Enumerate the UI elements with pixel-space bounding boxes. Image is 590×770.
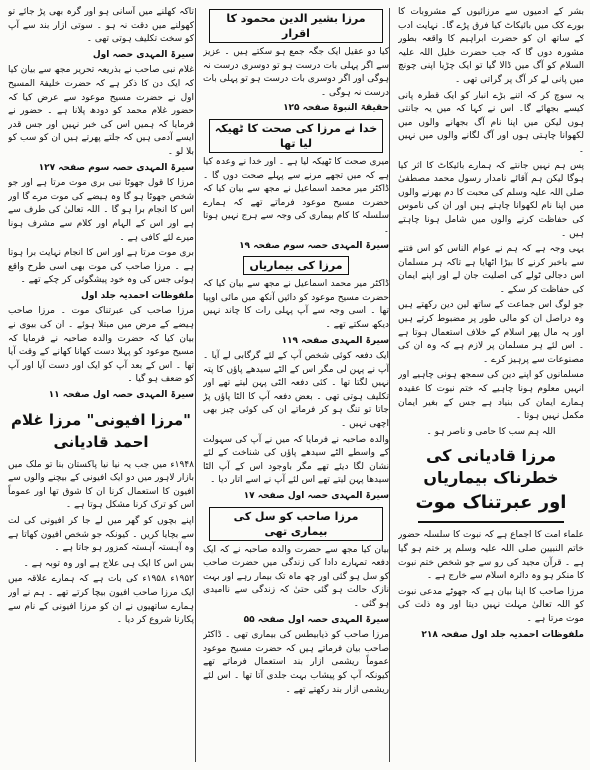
paragraph: مسلمانوں کو اپنے دین کی سمجھ ہونی چاہیے اور انہیں معلوم ہونا چاہیے کہ ختم نبوت کا عقیدہ ہمارے ایمان کی بنیاد ہے جس کے بغیر ایمان مکمل نہیں ہوتا ۔ (398, 370, 584, 422)
source-citation: سیرۃ المہدی حصہ اول صفحہ ۵۵ (243, 614, 389, 625)
headline: "مرزا افیونی" مرزا غلام احمد قادیانی (10, 410, 191, 451)
headline-sub: اور عبرتناک موت (415, 492, 567, 514)
source-citation: سیرۃ المہدی حصہ اول صفحہ ۱۱ (48, 390, 194, 401)
column-middle (203, 6, 389, 764)
source-citation: سیرۃ المہدی حصہ سوم صفحہ ۱۲۷ (38, 162, 194, 173)
paragraph: پس ہم نہیں جانتے کہ ہمارے بائیکاٹ کا اثر کیا ہوگا لیکن ہم آقائے نامدار رسول محمد مصطفیٰ صلی اللہ علیہ وسلم کی محبت کا دم بھرنے والوں میں اپنا نام لکھوانا چاہتے ہیں اور ان کی ناموس کی حفاظت کرنے والوں میں شامل ہونا چاہتے ہیں ۔ (398, 160, 584, 239)
column-divider (195, 8, 196, 762)
paragraph: مرزا صاحب کا اپنا بیان ہے کہ جھوٹے مدعی نبوت کو اللہ تعالیٰ مہلت نہیں دیتا اور وہ ذلت کی موت مرتا ہے ۔ (398, 586, 584, 624)
column-left (8, 6, 194, 764)
section-heading: مرزا کی بیماریاں (243, 256, 349, 275)
paragraph: بری موت مرتا ہے اور اس کا انجام نہایت برا ہوتا ہے ۔ مرزا صاحب کی موت بھی اسی طرح واقع ہوئی جس کی وہ خود پیشگوئی کر چکے تھے ۔ (8, 248, 194, 286)
paragraph: ایک دفعہ کوئی شخص آپ کے لئے گرگابی لے آیا ۔ آپ نے پہن لی مگر اس کے الٹے سیدھے پاؤں کا پتہ نہیں لگتا تھا ۔ کئی دفعہ الٹی پہن لیتے تھے اور تکلیف ہوتی تھی ۔ بعض دفعہ آپ کا الٹا پاؤں پڑ جاتا تو تنگ ہو کر فرماتے ان کی کوئی چیز بھی اچھی نہیں ۔ (203, 351, 389, 430)
paragraph: مرزا صاحب کو ذیابیطس کی بیماری تھی ۔ ڈاکٹر صاحب بیان فرماتے ہیں کہ حضرت مسیح موعود عموماً ریشمی ازار بند استعمال فرماتے تھے کیونکہ آپ کو پیشاب بہت جلدی آتا تھا ۔ اس لئے ریشمی ازار بند رکھتے تھے ۔ (203, 630, 389, 695)
paragraph: اللہ ہم سب کا حامی و ناصر ہو ۔ (426, 426, 556, 437)
source-citation: سیرۃ المہدی صفحہ ۱۱۹ (281, 335, 389, 346)
headline: مرزا قادیانی کی خطرناک بیماریاں (423, 446, 559, 488)
paragraph: ۱۹۵۲ء ۱۹۵۸ء کی بات ہے کہ ہمارے علاقہ میں ایک مرزا صاحب افیون بیچا کرتے تھے ۔ ہم نے اور ہمارے ساتھیوں نے ان کو مرزا افیونی کے نام سے پکارنا شروع کر دیا ۔ (8, 574, 194, 626)
paragraph: والدہ صاحبہ نے فرمایا کہ میں نے آپ کی سہولت کے واسطے الٹے سیدھے پاؤں کی شناخت کے لئے نشان لگا دیئے تھے مگر باوجود اس کے آپ الٹا سیدھا پہن لیتے تھے اس لئے آپ نے اسے اتار دیا ۔ (203, 434, 389, 486)
paragraph: میری صحت کا ٹھیکہ لیا ہے ۔ اور خدا نے وعدہ کیا ہے کہ میں تجھے مرنے سے پہلے صحت دوں گا ۔ ڈاکٹر میر محمد اسماعیل نے مجھ سے بیان کیا کہ حضرت مسیح موعود فرماتے تھے کہ ہمارے سلسلہ کا کام بیماری کی وجہ سے ہرج نہیں ہوتا ۔ (203, 156, 389, 235)
source-citation: سیرۃ المہدی حصہ اول (92, 49, 194, 60)
source-citation: ملفوظات احمدیہ جلد اول (81, 290, 194, 301)
paragraph: جو لوگ اس جماعت کے ساتھ لین دین رکھتے ہیں وہ دراصل ان کو مالی طور پر مضبوط کرتے ہیں اور یہ مال پھر اسلام کے خلاف استعمال ہوتا ہے ۔ اس لئے ہر مسلمان پر لازم ہے کہ وہ ان کی مصنوعات سے پرہیز کرے ۔ (398, 300, 584, 365)
paragraph: بس اس کا ایک ہی علاج ہے اور وہ توبہ ہے ۔ (23, 558, 194, 569)
section-heading: مرزا بشیر الدین محمود کا اقرار (209, 9, 383, 43)
section-heading: خدا نے مرزا کی صحت کا ٹھیکہ لیا تھا (209, 119, 383, 153)
paragraph: ڈاکٹر میر محمد اسماعیل نے مجھ سے بیان کیا کہ حضرت مسیح موعود کو دائیں آنکھ میں مائی اوپیا تھا ۔ اسی وجہ سے آپ پہلی رات کا چاند نہیں دیکھ سکتے تھے ۔ (203, 279, 389, 330)
source-citation: سیرۃ المہدی حصہ اول صفحہ ۱۷ (243, 491, 389, 502)
paragraph: مرزا صاحب کی عبرتناک موت ۔ مرزا صاحب ہیضے کے مرض میں مبتلا ہوئے ۔ ان کی بیوی نے بیان کیا کہ حضرت والدہ صاحبہ نے فرمایا کہ مسیح موعود کو پہلا دست کھانا کھانے کے وقت آیا تھا ۔ اس کے بعد آپ کو ایک اور دست آیا اور آپ کو ضعف ہو گیا ۔ (8, 306, 194, 385)
paragraph: یہ سوچ کر کہ اتنے بڑے انبار کو ایک قطرہ پانی کیسے بجھائے گا۔ اس نے کہا کہ میں یہ جانتی ہوں لیکن میں اپنا نام آگ بجھانے والوں میں لکھوانا چاہتی ہوں اور آگ لگانے والوں میں نہیں ۔ (398, 90, 584, 155)
headline-underline (418, 521, 564, 523)
source-citation: ملفوظات احمدیہ جلد اول صفحہ ۲۱۸ (421, 629, 584, 640)
source-citation: حقیقۃ النبوۃ صفحہ ۱۲۵ (283, 103, 389, 114)
paragraph: علماء امت کا اجماع ہے کہ نبوت کا سلسلہ حضور خاتم النبیین صلی اللہ علیہ وسلم پر ختم ہو گیا ہے ۔ قرآن مجید کی رو سے جو شخص ختم نبوت کا منکر ہو وہ دائرہ اسلام سے خارج ہے ۔ (398, 530, 584, 582)
paragraph: تاکہ کھلنے میں آسانی ہو اور گرہ بھی پڑ جائے تو کھولنے میں دقت نہ ہو ۔ سوتی ازار بند سے آپ کو سخت تکلیف ہوتی تھی ۔ (8, 7, 194, 45)
paragraph: کیا دو عقیل ایک جگہ جمع ہو سکتے ہیں ۔ عزیز سے اگر پہلی بات درست ہو تو دوسری درست نہ ہوگی اور اگر دوسری بات درست ہو تو پہلی بات درست نہ ہوگی ۔ (203, 47, 389, 98)
paragraph: ۱۹۴۸ء میں جب یہ نیا نیا پاکستان بنا تو ملک میں بازار لاہور میں دو ایک افیونی کے بیچنے والوں سے افیون کا استعمال کرنا ان کا شوق تھا اور عموماً اس کو ترک کرنا مشکل ہوتا ہے ۔ (8, 459, 194, 511)
source-citation: سیرۃ المہدی حصہ سوم صفحہ ۱۹ (239, 240, 389, 251)
paragraph: مرزا کا قول جھوٹا نبی بری موت مرتا ہے اور جو شخص جھوٹا ہو گا وہ ہیضے کی موت مرے گا اور اس کا انجام برا ہو گا ۔ اللہ تعالیٰ کی طرف سے ہے اور اس کے الہام اور کلام سے مشرف ہونا میرے لئے کافی ہے ۔ (8, 178, 194, 243)
paragraph: بشر کے ادمیوں سے مرزائیوں کے مشروبات کا بورے کک میں بائیکاٹ کیا فرق پڑے گا۔ نہایت ادب کے ساتھ ان کو حضرت ابراہیم کا واقعہ بطور مشورہ دوں گا کہ جب حضرت خلیل اللہ علیہ السلام کو آگ میں ڈالا گیا تو ایک چڑیا اپنی چونچ میں پانی لے کر آگ پر گراتی تھی ۔ (398, 7, 584, 85)
column-divider (389, 8, 390, 762)
paragraph: اپنے بچوں کو گھر میں لے جا کر افیونی کی لت سے بچایا کریں ۔ کیونکہ جو شخص افیون کھاتا ہے وہ آہستہ آہستہ کمزور ہو جاتا ہے ۔ (8, 516, 194, 554)
paragraph: بیان کیا مجھ سے حضرت والدہ صاحبہ نے کہ ایک دفعہ تمہارے دادا کی زندگی میں حضرت صاحب کو سل ہو گئی اور چھ ماہ تک بیمار رہے اور بہت نازک حالت ہو گئی حتیٰ کہ زندگی سے ناامیدی ہو گئی ۔ (203, 544, 389, 609)
paragraph: یہی وجہ ہے کہ ہم نے عوام الناس کو اس فتنے سے باخبر کرنے کا بیڑا اٹھایا ہے تاکہ ہر مسلمان اس دجالی ٹولے کی اصلیت جان لے اور اپنے ایمان کی حفاظت کر سکے ۔ (398, 244, 584, 295)
section-heading: مرزا صاحب کو سل کی بیماری تھی (209, 507, 383, 541)
column-right (398, 6, 584, 764)
paragraph: غلام نبی صاحب نے بذریعہ تحریر مجھ سے بیان کیا کہ ایک دن کا ذکر ہے کہ حضرت خلیفۃ المسیح اول نے حضرت مسیح موعود سے عرض کیا کہ حضور غلام محمد کو دودھ پلانا ہے ۔ حضور نے فرمایا کہ ہمیں اس کی خبر نہیں اور جس قدر ایسے آدمی ہیں کہ جلتے پھرتے ہیں ان کو سب کو بلا لو ۔ (8, 65, 194, 157)
